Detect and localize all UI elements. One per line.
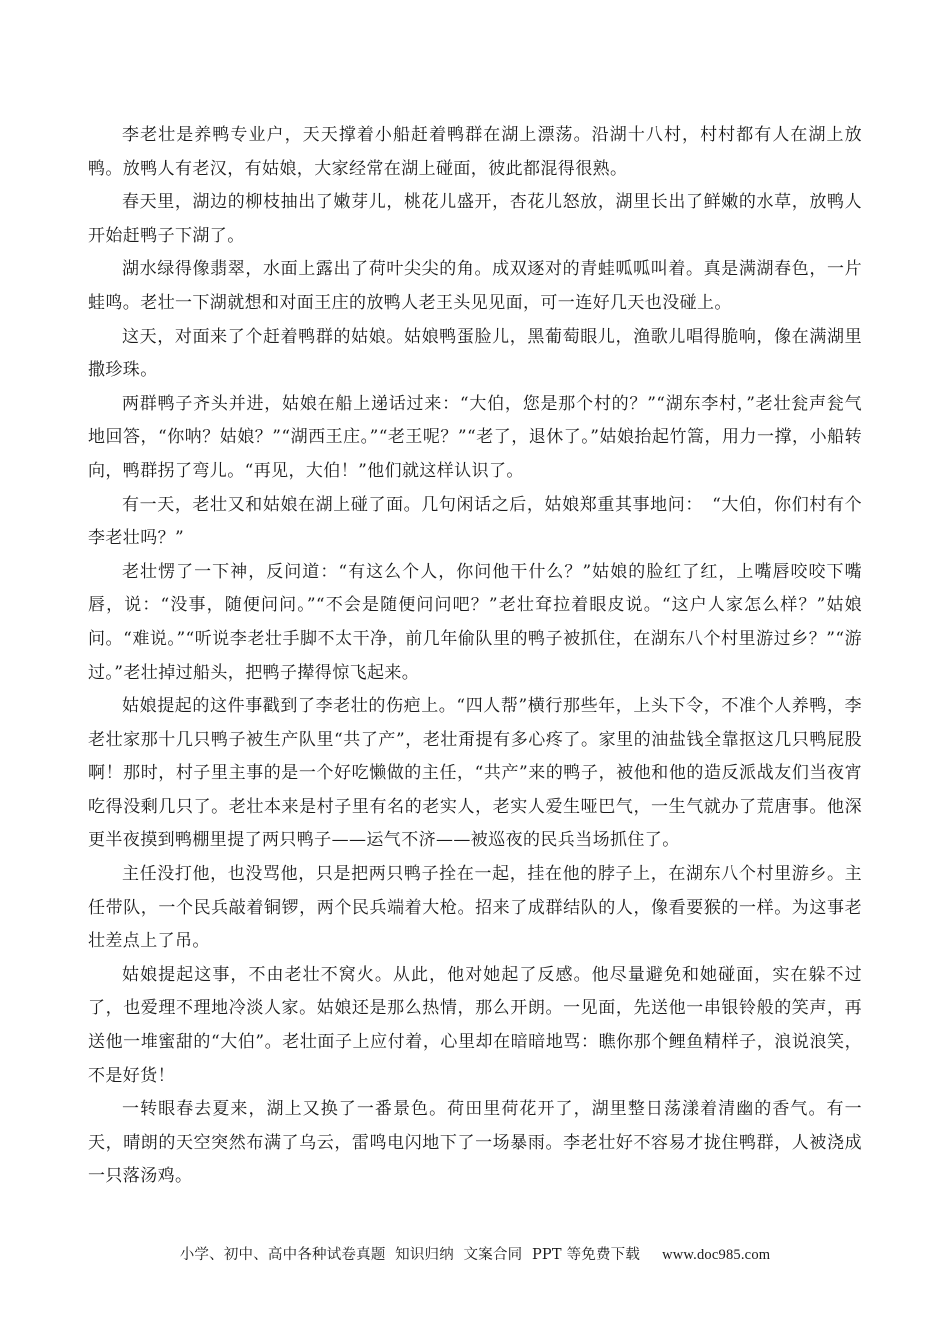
footer-link[interactable]: www.doc985.com <box>662 1247 771 1263</box>
paragraph: 这天，对面来了个赶着鸭群的姑娘。姑娘鸭蛋脸儿，黑葡萄眼儿，渔歌儿唱得脆响，像在满湖里撒珍珠。 <box>88 326 862 381</box>
page-footer <box>0 1243 950 1264</box>
paragraph: 姑娘提起这事，不由老壮不窝火。从此，他对她起了反感。他尽量避免和她碰面，实在躲不过了，也爱理不理地冷淡人家。姑娘还是那么热情，那么开朗。一见面，先送他一串银铃般的笑声，再送他一堆蜜甜的“大伯”。老壮面子上应付着，心里却在暗暗地骂：瞧你那个鲤鱼精样子，浪说浪笑，不是好货！ <box>88 964 862 1086</box>
footer-text: 小学、初中、高中各种试卷真题 知识归纳 文案合同 PPT 等免费下载 <box>179 1247 641 1263</box>
article-body <box>88 119 862 1194</box>
paragraph: 有一天，老壮又和姑娘在湖上碰了面。几句闲话之后，姑娘郑重其事地问： “大伯，你们村有个李老壮吗？” <box>88 494 862 549</box>
paragraph: 老壮愣了一下神，反问道：“有这么个人，你问他干什么？”姑娘的脸红了红，上嘴唇咬咬下嘴唇，说：“没事，随便问问。”“不会是随便问问吧？”老壮耷拉着眼皮说。“这户人家怎么样？”姑娘问。“难说。”“听说李老壮手脚不太干净，前几年偷队里的鸭子被抓住，在湖东八个村里游过乡？”“游过。”老壮掉过船头，把鸭子撵得惊飞起来。 <box>88 561 862 683</box>
paragraph: 春天里，湖边的柳枝抽出了嫩芽儿，桃花儿盛开，杏花儿怒放，湖里长出了鲜嫩的水草，放鸭人开始赶鸭子下湖了。 <box>88 192 862 246</box>
paragraph: 两群鸭子齐头并进，姑娘在船上递话过来：“大伯，您是那个村的？”“湖东李村，”老壮瓮声瓮气地回答，“你呐？姑娘？”“湖西王庄。”“老王呢？”“老了，退休了。”姑娘抬起竹篙，用力一撑，小船转向，鸭群拐了弯儿。“再见，大伯！”他们就这样认识了。 <box>88 393 862 481</box>
paragraph: 主任没打他，也没骂他，只是把两只鸭子拴在一起，挂在他的脖子上，在湖东八个村里游乡。主任带队，一个民兵敲着铜锣，两个民兵端着大枪。招来了成群结队的人，像看要猴的一样。为这事老壮差点上了吊。 <box>88 864 862 952</box>
paragraph: 李老壮是养鸭专业户，天天撑着小船赶着鸭群在湖上漂荡。沿湖十八村，村村都有人在湖上放鸭。放鸭人有老汉，有姑娘，大家经常在湖上碰面，彼此都混得很熟。 <box>88 125 862 179</box>
paragraph: 湖水绿得像翡翠，水面上露出了荷叶尖尖的角。成双逐对的青蛙呱呱叫着。真是满湖春色，一片蛙鸣。老壮一下湖就想和对面王庄的放鸭人老王头见见面，可一连好几天也没碰上。 <box>88 259 862 313</box>
paragraph: 姑娘提起的这件事戳到了李老壮的伤疤上。“四人帮”横行那些年，上头下令，不准个人养鸭，李老壮家那十几只鸭子被生产队里“共了产”，老壮甭提有多心疼了。家里的油盐钱全靠抠这几只鸭屁股啊！那时，村子里主事的是一个好吃懒做的主任，“共产”来的鸭子，被他和他的造反派战友们当夜宵吃得没剩几只了。老壮本来是村子里有名的老实人，老实人爱生哑巴气，一生气就办了荒唐事。他深更半夜摸到鸭棚里提了两只鸭子——运气不济——被巡夜的民兵当场抓住了。 <box>88 696 862 851</box>
paragraph: 一转眼春去夏来，湖上又换了一番景色。荷田里荷花开了，湖里整日荡漾着清幽的香气。有一天，晴朗的天空突然布满了乌云，雷鸣电闪地下了一场暴雨。李老壮好不容易才拢住鸭群，人被浇成一只落汤鸡。 <box>88 1099 862 1187</box>
